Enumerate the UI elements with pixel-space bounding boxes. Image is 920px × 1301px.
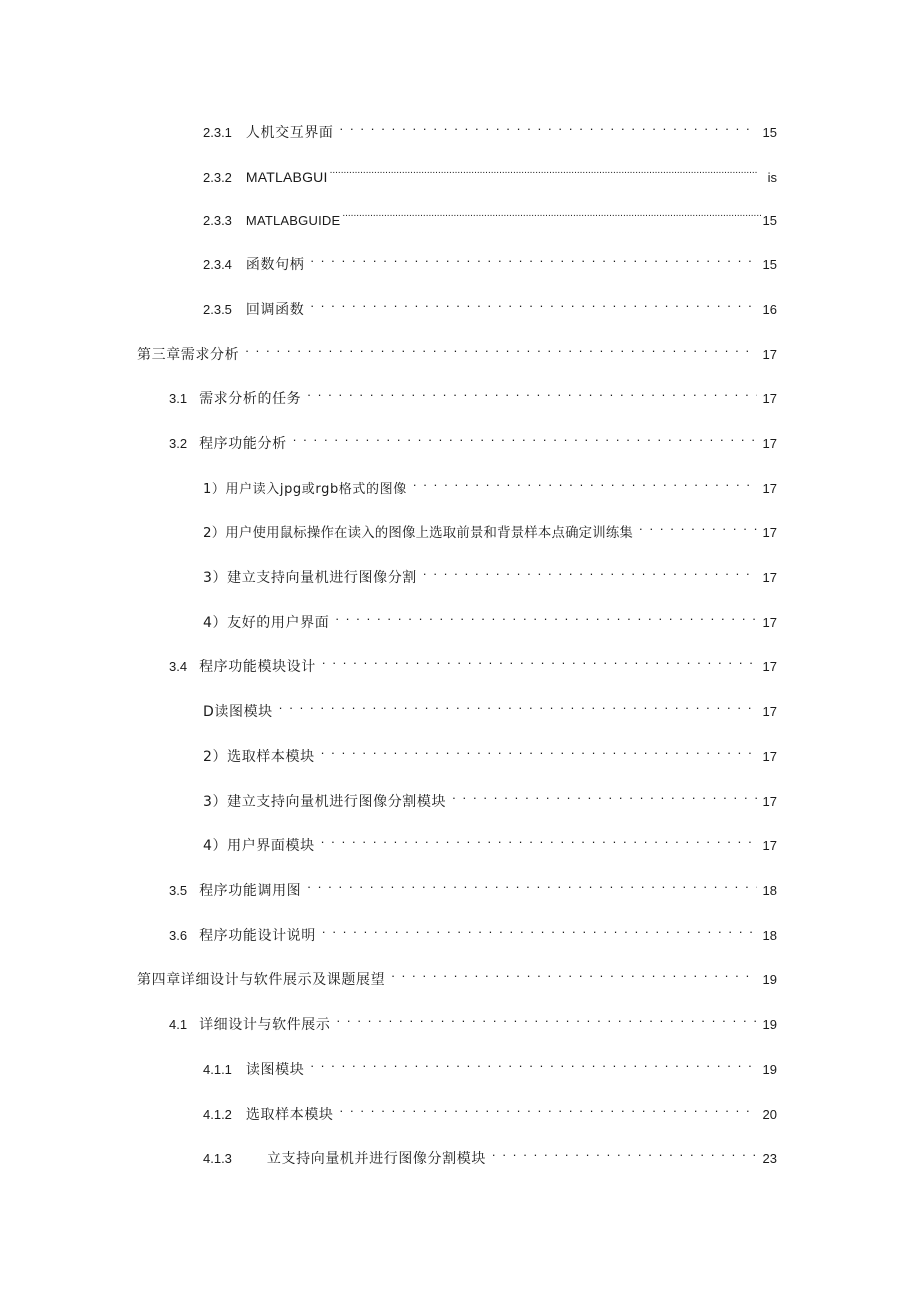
toc-entry-title: 回调函数 xyxy=(245,302,305,318)
toc-entry-page: 15 xyxy=(762,213,777,228)
toc-entry-title: 详细设计与软件展示 xyxy=(199,1017,331,1033)
toc-entry-page: 16 xyxy=(762,302,777,317)
toc-entry-page: 17 xyxy=(762,659,777,674)
toc-entry-title: 需求分析的任务 xyxy=(199,391,302,407)
toc-leader xyxy=(342,203,760,225)
toc-entry[interactable] xyxy=(203,292,777,318)
toc-entry[interactable] xyxy=(203,160,777,185)
toc-leader xyxy=(340,1097,757,1119)
toc-entry-page: 17 xyxy=(762,704,777,719)
toc-entry-page: 17 xyxy=(762,570,777,585)
toc-entry-number: 4.1 xyxy=(169,1017,188,1032)
toc-entry-page: 17 xyxy=(762,391,777,406)
toc-leader xyxy=(336,1007,756,1029)
toc-entry-number: 2.3.3 xyxy=(203,213,232,228)
toc-entry-number: 3.2 xyxy=(169,436,188,451)
toc-entry-title: 第四章详细设计与软件展示及课题展望 xyxy=(137,972,386,988)
toc-leader xyxy=(245,337,756,359)
toc-entry-title: 第三章需求分析 xyxy=(137,347,240,363)
toc-entry-title: 读图模块 xyxy=(245,1062,305,1078)
toc-entry-title: 2）选取样本模块 xyxy=(203,749,315,765)
toc-entry-number: 4.1.2 xyxy=(203,1107,232,1122)
toc-entry-number: 3.1 xyxy=(169,391,188,406)
toc-chapter-entry[interactable] xyxy=(137,962,777,988)
toc-entry-page: 18 xyxy=(762,883,777,898)
toc-entry-title: 4）用户界面模块 xyxy=(203,838,315,854)
toc-entry-page: is xyxy=(767,170,777,185)
toc-entry-number: 2.3.5 xyxy=(203,302,232,317)
toc-entry-page: 23 xyxy=(762,1151,777,1166)
toc-entry[interactable] xyxy=(169,381,777,407)
toc-leader xyxy=(322,918,757,940)
toc-entry-title: MATLABGUI xyxy=(245,169,328,185)
toc-entry-title: 4）友好的用户界面 xyxy=(203,615,330,631)
toc-leader xyxy=(293,426,757,448)
toc-entry[interactable] xyxy=(203,739,777,765)
toc-entry-page: 17 xyxy=(762,838,777,853)
toc-leader xyxy=(391,962,756,984)
toc-entry-title: 程序功能调用图 xyxy=(199,883,302,899)
toc-leader xyxy=(423,560,757,582)
toc-entry-page: 17 xyxy=(762,525,777,540)
toc-entry-page: 17 xyxy=(762,615,777,630)
toc-leader xyxy=(310,247,756,269)
toc-leader xyxy=(321,828,757,850)
toc-entry-title: 3）建立支持向量机进行图像分割 xyxy=(203,570,417,586)
toc-entry[interactable] xyxy=(203,115,777,141)
toc-entry-title: 选取样本模块 xyxy=(245,1107,334,1123)
toc-entry-page: 20 xyxy=(762,1107,777,1122)
toc-leader xyxy=(330,160,757,182)
toc-entry[interactable] xyxy=(203,1052,777,1078)
toc-entry[interactable] xyxy=(203,784,777,810)
toc-leader xyxy=(310,1052,756,1074)
toc-leader xyxy=(335,605,756,627)
toc-leader xyxy=(452,784,756,806)
toc-entry-number: 2.3.1 xyxy=(203,125,232,140)
toc-entry-title: 函数句柄 xyxy=(245,257,305,273)
toc-entry-page: 17 xyxy=(762,436,777,451)
toc-entry-number: 3.4 xyxy=(169,659,188,674)
toc-entry[interactable] xyxy=(203,515,777,541)
toc-leader xyxy=(639,515,757,537)
toc-entry-number: 2.3.2 xyxy=(203,170,232,185)
toc-entry-number: 3.5 xyxy=(169,883,188,898)
toc-entry-title: 立支持向量机并进行图像分割模块 xyxy=(266,1151,486,1167)
toc-entry[interactable] xyxy=(169,426,777,452)
toc-entry-title: 程序功能设计说明 xyxy=(199,928,316,944)
toc-entry-title: 人机交互界面 xyxy=(245,125,334,141)
toc-leader xyxy=(322,649,757,671)
toc-entry-number: 4.1.3 xyxy=(203,1151,232,1166)
toc-entry-page: 19 xyxy=(762,1062,777,1077)
toc-leader xyxy=(310,292,756,314)
toc-entry[interactable] xyxy=(203,605,777,631)
toc-chapter-entry[interactable] xyxy=(137,337,777,363)
toc-leader xyxy=(340,115,757,137)
toc-leader xyxy=(307,873,756,895)
toc-entry-title: D读图模块 xyxy=(203,704,273,720)
toc-entry-title: MATLABGUIDE xyxy=(245,213,341,228)
toc-entry[interactable] xyxy=(169,649,777,675)
toc-entry-title: 2）用户使用鼠标操作在读入的图像上选取前景和背景样本点确定训练集 xyxy=(203,526,634,541)
toc-entry[interactable] xyxy=(203,1097,777,1123)
toc-entry-page: 19 xyxy=(762,1017,777,1032)
toc-leader xyxy=(492,1141,757,1163)
toc-entry-page: 18 xyxy=(762,928,777,943)
toc-entry-page: 17 xyxy=(762,347,777,362)
toc-entry[interactable] xyxy=(169,1007,777,1033)
toc-leader xyxy=(307,381,756,403)
toc-entry[interactable] xyxy=(203,1141,777,1167)
toc-entry-page: 17 xyxy=(762,794,777,809)
toc-entry[interactable] xyxy=(169,918,777,944)
toc-entry-page: 15 xyxy=(762,125,777,140)
toc-entry[interactable] xyxy=(203,560,777,586)
toc-entry-number: 2.3.4 xyxy=(203,257,232,272)
toc-entry-page: 17 xyxy=(762,481,777,496)
toc-entry[interactable] xyxy=(203,203,777,228)
toc-entry-title: 3）建立支持向量机进行图像分割模块 xyxy=(203,794,447,810)
toc-entry-page: 15 xyxy=(762,257,777,272)
toc-entry-page: 17 xyxy=(762,749,777,764)
toc-entry[interactable] xyxy=(169,873,777,899)
toc-entry-page: 19 xyxy=(762,972,777,987)
toc-leader xyxy=(279,694,757,716)
toc-entry[interactable] xyxy=(203,694,777,720)
toc-entry-number: 4.1.1 xyxy=(203,1062,232,1077)
toc-entry-title: 程序功能模块设计 xyxy=(199,659,316,675)
toc-entry-number: 3.6 xyxy=(169,928,188,943)
toc-entry-title: 1）用户读入jpg或rgb格式的图像 xyxy=(203,482,407,497)
toc-leader xyxy=(321,739,757,761)
toc-entry[interactable] xyxy=(203,828,777,854)
toc-entry[interactable] xyxy=(203,247,777,273)
toc-entry[interactable] xyxy=(203,471,777,497)
toc-leader xyxy=(413,471,757,493)
toc-entry-title: 程序功能分析 xyxy=(199,436,287,452)
